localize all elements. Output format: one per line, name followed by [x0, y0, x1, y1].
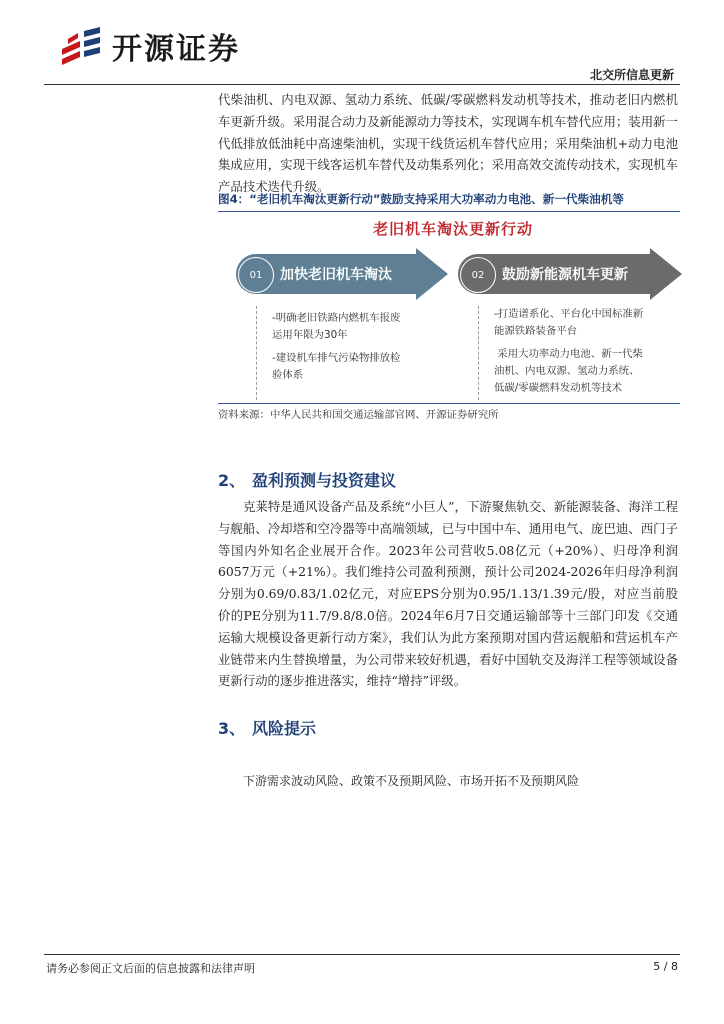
dashed-connector — [478, 306, 479, 400]
section-title: 风险提示 — [252, 719, 317, 738]
right-item: 采用大功率动力电池、新一代柴 油机、内电双源、氢动力系统、 低碳/零碳燃料发动机等技术 — [494, 348, 643, 394]
left-item: -明确老旧铁路内燃机车报废 运用年限为30年 — [272, 312, 401, 341]
figure-top-rule — [218, 211, 680, 212]
section-heading — [218, 716, 316, 739]
section-title: 盈利预测与投资建议 — [252, 471, 397, 490]
section-heading — [218, 468, 396, 491]
risk-paragraph: 下游需求波动风险、政策不及预期风险、市场开拓不及预期风险 — [243, 774, 580, 788]
figure-caption: 图4：“老旧机车淘汰更新行动”鼓励支持采用大功率动力电池、新一代柴油机等 — [218, 192, 624, 206]
arrow-label-left: 加快老旧机车淘汰 — [280, 267, 392, 283]
section-paragraph: 克莱特是通风设备产品及系统“小巨人”，下游聚焦轨交、新能源装备、海洋工程与舰船、冷却塔和空冷器等中高端领域，已与中国中车、通用电气、庞巴迪、西门子等国内外知名企业展开合作。2023年公司营收5.08亿元（+20%）、归母净利润6057万元（+21%）。我们维持公司盈利预测，预计公司2024-2026年归母净利润分别为0.69/0.83/1.02亿元，对应EPS分别为0.95/1.13/1.39元/股，对应当前股价的PE分别为11.7/9.8/8.0倍。2024年6月7日交通运输部等十三部门印发《交通运输大规模设备更新行动方案》，我们认为此方案预期对国内营运舰船和营运机车产业链带来内生替换增量，为公司带来较好机遇，看好中国轨交及海洋工程等领域设备更新行动的逐步推进落实，维持“增持”评级。 — [218, 499, 678, 689]
intro-paragraph: 代柴油机、内电双源、氢动力系统、低碳/零碳燃料发动机等技术，推动老旧内燃机车更新升级。采用混合动力及新能源动力等技术，实现调车机车替代应用；装用新一代低排放低油耗中高速柴油机，实现干线货运机车替代应用；采用柴油机+动力电池集成应用，实现干线客运机车替代及动集系列化；采用高效交流传动技术，实现机车产品技术迭代升级。 — [218, 92, 678, 195]
section-number: 2、 — [218, 471, 246, 490]
section-number: 3、 — [218, 719, 246, 738]
figure-source: 资料来源：中华人民共和国交通运输部官网、开源证券研究所 — [218, 409, 499, 421]
left-item: -建设机车排气污染物排放检 验体系 — [272, 352, 401, 381]
figure-bottom-rule — [218, 403, 680, 404]
report-type: 北交所信息更新 — [589, 68, 674, 82]
step-number-badge: 01 — [238, 257, 274, 293]
step-number-badge: 02 — [460, 257, 496, 293]
figure-title: 老旧机车淘汰更新行动 — [372, 220, 533, 238]
footer-disclaimer: 请务必参阅正文后面的信息披露和法律声明 — [46, 962, 255, 975]
arrow-label-right: 鼓励新能源机车更新 — [502, 267, 628, 283]
brand-name: 开源证券 — [112, 32, 240, 67]
brand-logo-icon — [60, 27, 106, 65]
right-item: -打造谱系化、平台化中国标准新 能源铁路装备平台 — [494, 308, 644, 337]
footer-divider — [44, 954, 680, 955]
header-divider — [44, 84, 680, 85]
dashed-connector — [256, 306, 257, 400]
page-number: 5 / 8 — [653, 960, 678, 973]
